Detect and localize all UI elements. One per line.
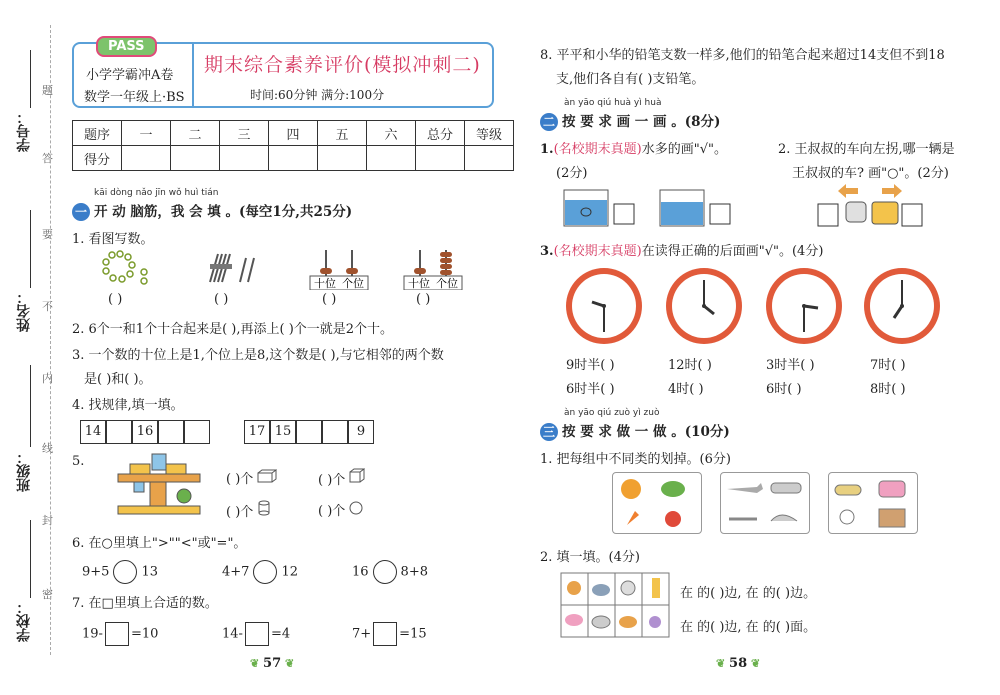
score-cell: 二 [171,121,220,146]
seq-cell[interactable] [296,420,322,444]
stick-bundle-icon [200,250,260,286]
s-question-1: 1. 把每组中不同类的划掉。(6分) [540,452,731,467]
svg-text:个位: 个位 [342,277,364,290]
group-furniture [828,472,918,534]
r-question-2-line2: 王叔叔的车? 画"○"。(2分) [792,166,949,181]
expr-right: 13 [141,564,158,580]
sequence-1 [80,420,210,444]
bead-ring-icon [100,250,156,286]
pass-logo: PASS [96,36,157,57]
cylinder-icon [257,500,271,516]
pumpkin-icon [621,479,641,499]
school-label: 学校： [16,600,32,642]
count-blank[interactable]: ( )个 [226,472,254,487]
clock-option[interactable]: 6时半( ) [566,382,615,397]
r-question-1 [540,138,727,157]
question-8-line1: 8. 平平和小华的铅笔支数一样多,他们的铅笔合起来超过14支但不到18 [540,48,945,63]
question-8-line2: 支,他们各自有( )支铅笔。 [556,72,705,87]
question-4: 4. 找规律,填一填。 [72,398,184,413]
sec3-badge: 三 [540,423,558,441]
fill-line-2: 在 的( )边, 在 的( )面。 [680,620,817,635]
score-cell: 得分 [73,146,122,171]
score-input[interactable] [416,146,465,171]
score-input[interactable] [122,146,171,171]
score-input[interactable] [269,146,318,171]
leaf-icon: ❦ [281,657,295,670]
cuboid-icon [257,469,277,483]
seq-cell: 15 [270,420,296,444]
animal-grid [560,572,670,638]
expr-right: 12 [281,564,298,580]
score-input[interactable] [220,146,269,171]
expr-right: =4 [270,626,291,642]
compare-item [82,560,158,584]
answer-blank[interactable]: ( ) [214,292,229,307]
r3-text: 在读得正确的后面画"√"。(4分) [641,244,824,259]
fill-item [82,622,158,646]
seq-cell: 17 [244,420,270,444]
block-structure-icon [108,450,208,516]
score-cell: 六 [367,121,416,146]
cabinet-icon [879,509,905,527]
page-number-text: 57 [263,656,282,671]
compare-circle[interactable] [253,560,277,584]
answer-blank[interactable]: ( ) [322,292,337,307]
fold-line [50,25,51,655]
sofa-icon [879,481,905,497]
score-value-row [73,146,514,171]
fill-box[interactable] [245,622,269,646]
sequence-2 [244,420,374,444]
cube-icon [349,468,365,484]
svg-text:个位: 个位 [436,277,458,290]
page-number-left [250,656,294,671]
count-blank[interactable]: ( )个 [318,473,346,488]
sec1-heading [72,200,352,221]
expr-right: 8+8 [400,564,428,580]
school-line [30,520,31,598]
r1-score: (2分) [556,166,588,181]
fill-item [352,622,427,646]
seal-char: 密 [42,588,53,601]
tiger-icon [619,616,637,628]
grade-label: 数学一年级上·BS [84,90,185,105]
exam-tag: (名校期末真题) [553,142,642,157]
r1-num: 1. [540,142,554,157]
water-tank-full-icon [560,186,636,230]
sec3-pinyin: àn yāo qiú zuò yì zuò [564,408,660,418]
count-blank[interactable]: ( )个 [318,504,346,519]
class-line [30,365,31,447]
expr-right: =15 [399,626,427,642]
carrot-icon [627,511,639,525]
count-cube [318,468,365,488]
seq-cell: 9 [348,420,374,444]
score-cell: 等级 [465,121,514,146]
question-7: 7. 在□里填上合适的数。 [72,596,218,611]
sec1-title: 开 动 脑筋，我 会 填 。(每空1分,共25分) [94,204,353,220]
score-input[interactable] [367,146,416,171]
s-question-2: 2. 填一填。(4分) [540,550,640,565]
page-number-text: 58 [729,656,748,671]
compare-circle[interactable] [373,560,397,584]
clock-row [560,266,950,348]
abacus-icon [308,248,370,290]
seq-cell[interactable] [322,420,348,444]
cabbage-icon [661,481,685,497]
seq-cell[interactable] [106,420,132,444]
clock-option[interactable]: 4时( ) [668,382,704,397]
expr-left: 16 [352,564,369,580]
airplane-icon [727,483,763,493]
stool-icon [835,485,861,495]
expr-left: 9+5 [82,564,110,580]
seq-cell: 16 [132,420,158,444]
seal-char: 要 [42,228,53,241]
sec2-heading [540,110,720,131]
abacus-icon [402,248,464,290]
exam-title: 期末综合素养评价(模拟冲刺二) [204,54,481,76]
vehicle-icons [721,473,809,533]
sec2-pinyin: àn yāo qiú huà yì huà [564,98,662,108]
fan-icon [840,510,854,524]
sec3-title: 按 要 求 做 一 做 。(10分) [562,424,730,440]
sec1-badge: 一 [72,203,90,221]
panda-icon [621,581,635,595]
question-1: 1. 看图写数。 [72,232,154,247]
r-question-3 [540,240,823,259]
name-label: 姓名： [16,290,32,332]
r-question-2-line1: 2. 王叔叔的车向左拐,哪一辆是 [778,142,955,157]
produce-icons [613,473,701,533]
student-id-line [30,50,31,108]
car-icon [771,483,801,493]
sec2-title: 按 要 求 画 一 画 。(8分) [562,114,721,130]
fill-box[interactable] [373,622,397,646]
score-cell: 五 [318,121,367,146]
clock-option[interactable]: 7时( ) [870,358,906,373]
answer-blank[interactable]: ( ) [416,292,431,307]
fill-box[interactable] [105,622,129,646]
class-label: 班级： [16,450,32,492]
question-3-line1: 3. 一个数的十位上是1,个位上是8,这个数是( ),与它相邻的两个数 [72,348,444,363]
page-number-right [716,656,760,671]
score-input[interactable] [171,146,220,171]
score-header-row [73,121,514,146]
fill-line-1: 在 的( )边, 在 的( )边。 [680,586,817,601]
clock-option[interactable]: 9时半( ) [566,358,615,373]
leaf-icon: ❦ [747,657,761,670]
compare-circle[interactable] [113,560,137,584]
binding-sidebar [0,0,62,695]
water-tank-icon [656,186,732,230]
clock-option[interactable]: 12时( ) [668,358,712,373]
question-5: 5. [72,454,85,469]
score-cell: 四 [269,121,318,146]
clock-face [666,268,742,344]
seq-cell[interactable] [184,420,210,444]
expr-left: 14- [222,626,243,642]
score-cell: 一 [122,121,171,146]
hippo-icon [592,616,610,628]
seq-cell: 14 [80,420,106,444]
expr-right: =10 [130,626,159,642]
name-line [30,210,31,288]
svg-text:十位: 十位 [408,277,430,290]
question-3-line2: 是( )和( )。 [84,372,152,387]
compare-item [222,560,298,584]
question-2: 2. 6个一和1个十合起来是( ),再添上( )个一就是2个十。 [72,322,394,337]
r1-text: 水多的画"√"。 [641,142,727,157]
sec2-badge: 二 [540,113,558,131]
leaf-icon: ❦ [250,657,264,670]
r3-num: 3. [540,244,554,259]
seal-char: 线 [42,442,53,455]
svg-text:十位: 十位 [314,277,336,290]
butterfly-icon [565,614,583,626]
count-blank[interactable]: ( )个 [226,505,254,520]
seal-char: 题 [42,84,53,97]
exam-tag: (名校期末真题) [553,244,642,259]
question-6: 6. 在○里填上">""<"或"="。 [72,536,247,551]
clock-option[interactable]: 3时半( ) [766,358,815,373]
score-cell: 总分 [416,121,465,146]
series-name: 小学学霸冲A卷 [86,68,174,83]
clock-option[interactable]: 8时( ) [870,382,906,397]
score-table [72,120,514,171]
seal-char: 不 [42,300,53,313]
count-sphere [318,500,363,519]
furniture-icons [829,473,917,533]
leaf-icon: ❦ [716,657,730,670]
student-id-label: 学号： [16,110,32,152]
giraffe-icon [652,578,660,598]
group-vehicles [720,472,810,534]
count-cylinder [226,500,271,520]
exam-info: 时间:60分钟 满分:100分 [250,88,385,102]
clock-face [766,268,842,344]
seal-char: 封 [42,514,53,527]
group-produce [612,472,702,534]
score-input[interactable] [318,146,367,171]
clock-option[interactable]: 6时( ) [766,382,802,397]
clock-face [566,268,642,344]
shoe-icon [771,515,797,521]
header-left [74,44,194,106]
seq-cell[interactable] [158,420,184,444]
monkey-icon [567,581,581,595]
score-cell: 三 [220,121,269,146]
score-cell: 题序 [73,121,122,146]
sec3-heading [540,420,730,441]
seal-char: 答 [42,152,53,165]
sphere-icon [349,501,363,515]
answer-blank[interactable]: ( ) [108,292,123,307]
fill-item [222,622,290,646]
seal-char: 内 [42,372,53,385]
snail-icon [649,616,661,628]
car-turn-icon [816,182,926,234]
count-cuboid [226,468,277,487]
sec1-pinyin: kāi dòng nǎo jīn wǒ huì tián [94,188,219,198]
score-input[interactable] [465,146,514,171]
expr-left: 7+ [352,626,372,642]
clock-face [864,268,940,344]
tomato-icon [665,511,681,527]
expr-left: 19- [82,626,103,642]
exam-header [72,39,494,108]
compare-item [352,560,428,584]
expr-left: 4+7 [222,564,250,580]
elephant-icon [592,584,610,596]
